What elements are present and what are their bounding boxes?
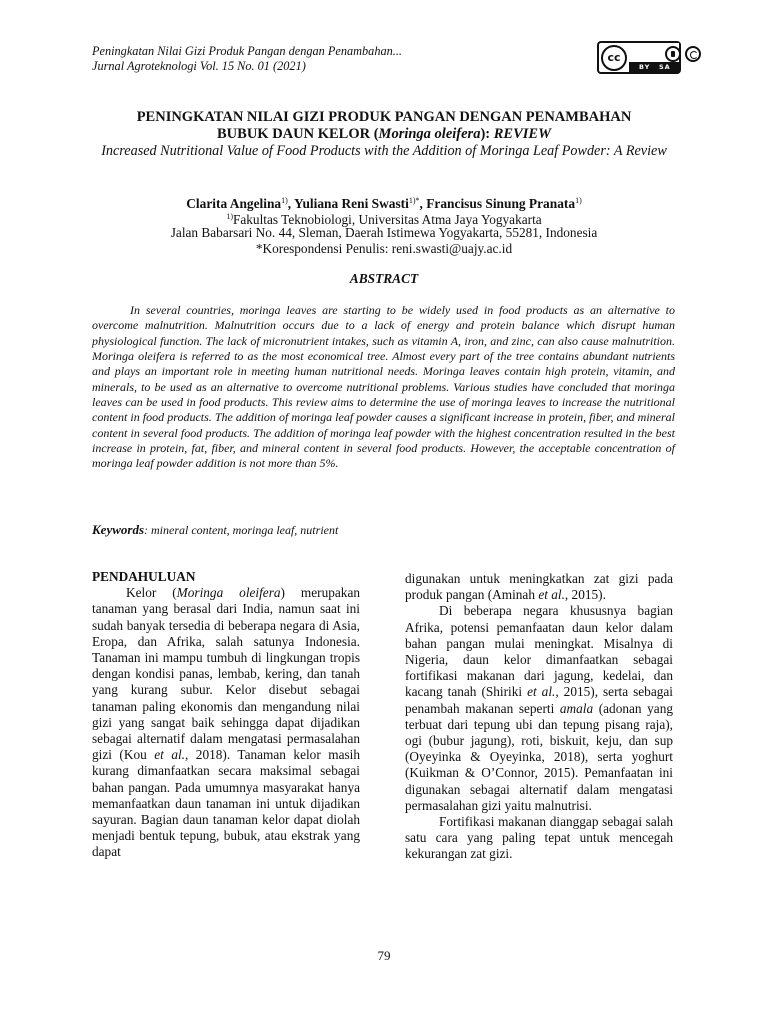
species-name: Moringa oleifera (378, 126, 481, 142)
paper-title-line-1: PENINGKATAN NILAI GIZI PRODUK PANGAN DENGAN PENAMBAHAN (136, 109, 632, 125)
abstract-heading: ABSTRACT (349, 271, 419, 286)
affiliation-address: Jalan Babarsari No. 44, Sleman, Daerah Istimewa Yogyakarta, 55281, Indonesia (170, 225, 598, 240)
english-title: Increased Nutritional Value of Food Products with the Addition of Moringa Leaf Powder: A Review (101, 143, 667, 159)
share-alike-icon (685, 46, 701, 62)
license-strip (629, 62, 679, 72)
body-paragraph: Di beberapa negara khususnya bagian Afrika, potensi pemanfaatan daun kelor dalam bahan pangan mulai meningkat. Misalnya di Nigeria, daun kelor dimanfaatkan sebagai fortifikasi makanan dari jagung, kedelai, dan kacang tanah (Shiriki et al., 2015), serta sebagai penambah makanan seperti amala (adonan yang terbuat dari tepung ubi dan tepung pisang raja), ogi (bubur jagung), roti, biskuit, keju, dan sup (Oyeyinka & Oyeyinka, 2018), serta yoghurt (Kuikman & O’Connor, 2015). Pemanfaatan ini digunakan sebagai alternatif dalam mengatasi permasalahan gizi yaitu malnutrisi. (405, 603, 673, 813)
license-by-label: BY (639, 63, 651, 71)
page-number: 79 (377, 948, 391, 963)
paper-title-line-2: BUBUK DAUN KELOR (Moringa oleifera): REVIEW (217, 126, 551, 142)
running-title: Peningkatan Nilai Gizi Produk Pangan dengan Penambahan... (92, 44, 403, 58)
license-sa-label: SA (659, 63, 671, 71)
author-name: Clarita Angelina (186, 196, 282, 211)
cc-logo-icon: cc (601, 45, 627, 71)
running-header (92, 44, 512, 74)
review-label: REVIEW (493, 126, 551, 142)
author-name: Yuliana Reni Swasti (294, 196, 409, 211)
keywords-line (92, 522, 675, 538)
body-paragraph: Fortifikasi makanan dianggap sebagai salah satu cara yang paling tepat untuk mencegah kekurangan zat gizi. (405, 814, 673, 862)
body-paragraph: digunakan untuk meningkatkan zat gizi pada produk pangan (Aminah et al., 2015). (405, 571, 673, 603)
keywords-list: : mineral content, moringa leaf, nutrient (144, 523, 339, 537)
left-column (92, 569, 360, 861)
section-heading: PENDAHULUAN (92, 569, 196, 584)
author-name: Francisus Sinung Pranata (426, 196, 576, 211)
keywords-label: Keywords (92, 522, 144, 537)
correspondence-email[interactable]: *Korespondensi Penulis: reni.swasti@uajy.ac.id (255, 241, 513, 256)
abstract-text: In several countries, moringa leaves are starting to be widely used in food products as an alternative to overcome malnutrition. Malnutrition occurs due to a lack of energy and protein balance which disrupt human physiological function. The lack of micronutrient intakes, such as vitamin A, iron, and zinc, can also cause malnutrition. Moringa oleifera is referred to as the most economical tree. Almost every part of the tree contains abundant nutrients and plays an important role in meeting human nutritional needs. Moringa leaves contain high protein, vitamin, and minerals, to be used as an alternative to overcome nutritional problems. Various studies have concluded that moringa leaves can be used in food products. This review aims to determine the use of moringa leaves to increase the nutritional content in food products. The addition of moringa leaf powder causes a significant increase in protein, fiber, and mineral content in several food products. The addition of moringa leaf powder with the highest concentration resulted in the best increase in protein, fat, fiber, and mineral content in several food products. However, the acceptable concentration of moringa leaf powder addition is not more than 5%. (92, 303, 675, 471)
journal-citation: Jurnal Agroteknologi Vol. 15 No. 01 (2021) (92, 59, 306, 73)
creative-commons-license-badge[interactable] (597, 41, 681, 74)
attribution-icon (665, 46, 681, 62)
affiliation-faculty: $^{1)}$Fakultas Teknobiologi, Universitas Atma Jaya Yogyakarta (226, 212, 542, 227)
author-list: Clarita Angelina$^{1)}$, Yuliana Reni Swasti$^{1)*}$, Francisus Sinung Pranata$^{1)}$ (186, 196, 582, 211)
right-column (405, 571, 673, 863)
body-paragraph: Kelor (Moringa oleifera) merupakan tanaman yang berasal dari India, namun saat ini sudah banyak tersedia di beberapa negara di Asia, Eropa, dan Afrika, salah satunya Indonesia. Tanaman ini mampu tumbuh di lingkungan tropis dengan kondisi panas, lembab, kering, dan tanah yang kurang subur. Kelor disebut sebagai tanaman paling ekonomis dan mengandung nilai gizi yang sangat baik sehingga dapat dijadikan sebagai alternatif dalam mengatasi permasalahan gizi (Kou et al., 2018). Tanaman kelor masih kurang dimanfaatkan secara maksimal sebagai bahan pangan. Pada umumnya masyarakat hanya memanfaatkan daun tanaman ini untuk dijadikan sayuran. Bagian daun tanaman kelor dapat diolah menjadi bentuk tepung, bubuk, atau ekstrak yang dapat (92, 585, 360, 860)
